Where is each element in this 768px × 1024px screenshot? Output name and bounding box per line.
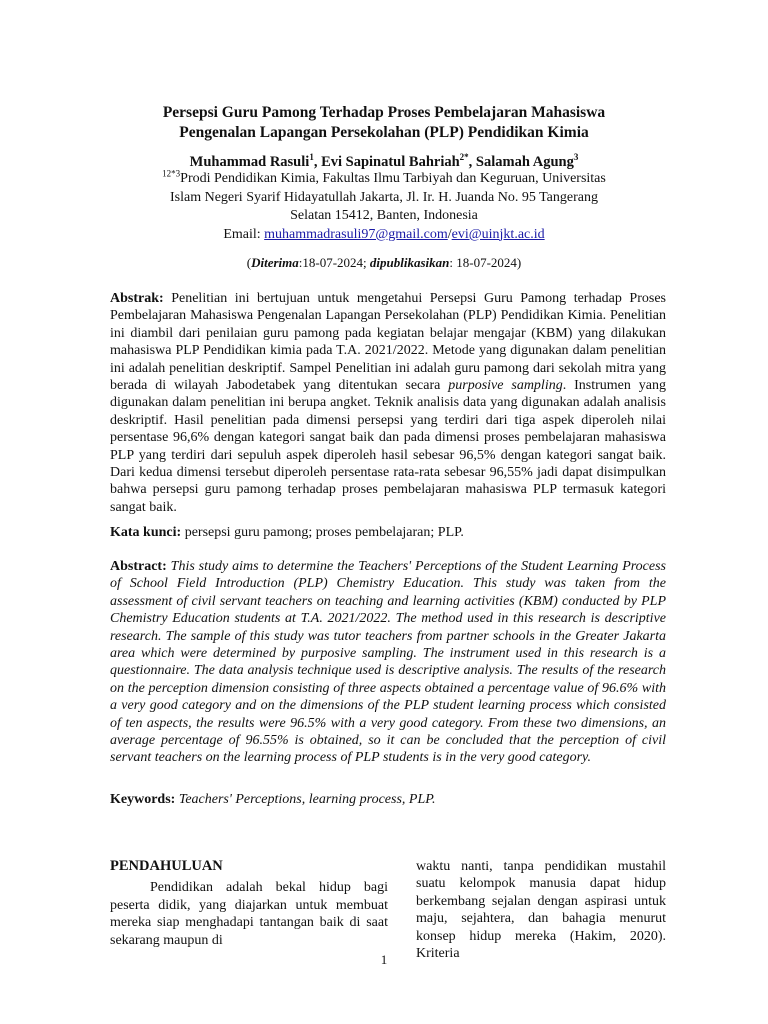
author-list: Muhammad Rasuli$^1$, Evi Sapinatul Bahriah$^{2*}$, Salamah Agung$^3$: [189, 152, 579, 170]
abstrak-text-a: Penelitian ini bertujuan untuk mengetahui Persepsi Guru Pamong terhadap Proses Pembelajaran Mahasiswa Pengenalan Lapangan Persekolahan (PLP) Pendidikan Kimia. Penelitian ini diambil dari penilaian guru pamong pada kegiatan belajar mengajar (KBM) yang dilakukan mahasiswa PLP Pendidikan kimia pada T.A. 2021/2022. Metode yang digunakan dalam penelitian ini adalah penelitian deskriptif. Sampel Penelitian ini adalah guru pamong dari sekolah mitra yang berada di wilayah Jabodetabek yang ditentukan secara: [110, 291, 666, 394]
paper-title: [108, 103, 660, 143]
keywords-paragraph: [110, 791, 666, 808]
intro-paragraph-left: Pendidikan adalah bekal hidup bagi peserta didik, yang diajarkan untuk membuat mereka siap menghadapi tantangan baik di saat sekarang maupun di: [110, 880, 388, 948]
published-label: dipublikasikan: [369, 255, 450, 270]
abstrak-paragraph: [110, 290, 666, 516]
affiliation-line-1: Prodi Pendidikan Kimia, Fakultas Ilmu Tarbiyah dan Keguruan, Universitas: [180, 171, 606, 186]
right-column: [416, 858, 666, 962]
keywords-label: Keywords:: [110, 792, 176, 807]
kata-kunci-label: Kata kunci:: [110, 525, 182, 540]
affiliation: [108, 170, 660, 244]
abstract-paragraph: [110, 558, 666, 767]
author-3-affil: 3: [573, 152, 579, 163]
email-link-2[interactable]: evi@uinjkt.ac.id: [451, 226, 545, 242]
abstrak-text-b: . Instrumen yang digunakan dalam penelitian ini berupa angket. Teknik analisis data yang digunakan adalah analisis deskriptif. Hasil penelitian pada dimensi persepsi yang terdiri dari tiga aspek diperoleh nilai persentase 96,6% dengan kategori sangat baik dan pada dimensi proses pembelajaran mahasiswa PLP yang terdiri dari sepuluh aspek diperoleh hasil sebesar 96,5% dengan kategori sangat baik. Dari kedua dimensi tersebut diperoleh persentase rata-rata sebesar 96,55% jadi dapat disimpulkan bahwa persepsi guru pamong terhadap proses pembelajaran mahasiswa PLP termasuk kategori sangat baik.: [110, 378, 666, 515]
title-line-2: Pengenalan Lapangan Persekolahan (PLP) Pendidikan Kimia: [179, 124, 589, 141]
submission-dates: [108, 255, 660, 271]
author-2: Evi Sapinatul Bahriah: [321, 154, 460, 170]
abstrak-italic: purposive sampling: [448, 378, 563, 394]
received-label: Diterima: [251, 255, 299, 270]
author-2-affil: 2*: [459, 152, 469, 163]
published-date: : 18-07-2024): [449, 255, 522, 270]
abstract-text: This study aims to determine the Teachers' Perceptions of the Student Learning Process of School Field Introduction (PLP) Chemistry Education. This study was taken from the assessment of civil servant teachers on teaching and learning activities (KBM) conducted by PLP Chemistry Education students at T.A. 2021/2022. The method used in this research is descriptive research. The sample of this study was tutor teachers from partner schools in the Greater Jakarta area which were determined by purposive sampling. The instrument used in this research is a questionnaire. The data analysis technique used is descriptive analysis. The results of the research on the perception dimension consisting of three aspects obtained a percentage value of 96.6% with a very good category and on the dimensions of the PLP student learning process which consisted of ten aspects, the results were 96.5% with a very good category. From these two dimensions, an average percentage of 96.55% is obtained, so it can be concluded that the perception of civil servant teachers on the learning process of PLP students is in the very good category.: [110, 559, 666, 766]
kata-kunci-text: persepsi guru pamong; proses pembelajaran; PLP.: [181, 525, 464, 540]
affiliation-marker: 12*3: [162, 168, 181, 179]
email-link-1[interactable]: muhammadrasuli97@gmail.com: [264, 226, 448, 242]
author-1-affil: 1: [309, 152, 314, 163]
left-column: [110, 858, 388, 949]
kata-kunci-paragraph: [110, 524, 666, 541]
abstract-label: Abstract:: [110, 559, 167, 574]
keywords-text: Teachers' Perceptions, learning process, PLP.: [175, 792, 436, 807]
intro-paragraph-right: waktu nanti, tanpa pendidikan mustahil suatu kelompok manusia dapat hidup berkembang sejalan dengan aspirasi untuk maju, sejahtera, dan bahagia menurut konsep hidup mereka (Hakim, 2020). Kriteria: [416, 859, 666, 962]
email-line: [108, 226, 660, 245]
email-separator: /: [447, 226, 452, 242]
affiliation-line-3: Selatan 15412, Banten, Indonesia: [290, 208, 478, 223]
received-date: :18-07-2024;: [298, 255, 370, 270]
author-1: Muhammad Rasuli: [189, 154, 310, 170]
abstrak-label: Abstrak:: [110, 291, 164, 306]
section-heading: PENDAHULUAN: [110, 858, 223, 874]
email-label: Email:: [223, 226, 265, 242]
affiliation-line-2: Islam Negeri Syarif Hidayatullah Jakarta, Jl. Ir. H. Juanda No. 95 Tangerang: [170, 189, 598, 205]
page-number: 1: [380, 952, 388, 967]
dates-open: (: [246, 255, 252, 270]
title-line-1: Persepsi Guru Pamong Terhadap Proses Pembelajaran Mahasiswa: [162, 104, 606, 121]
author-3: Salamah Agung: [475, 154, 574, 170]
